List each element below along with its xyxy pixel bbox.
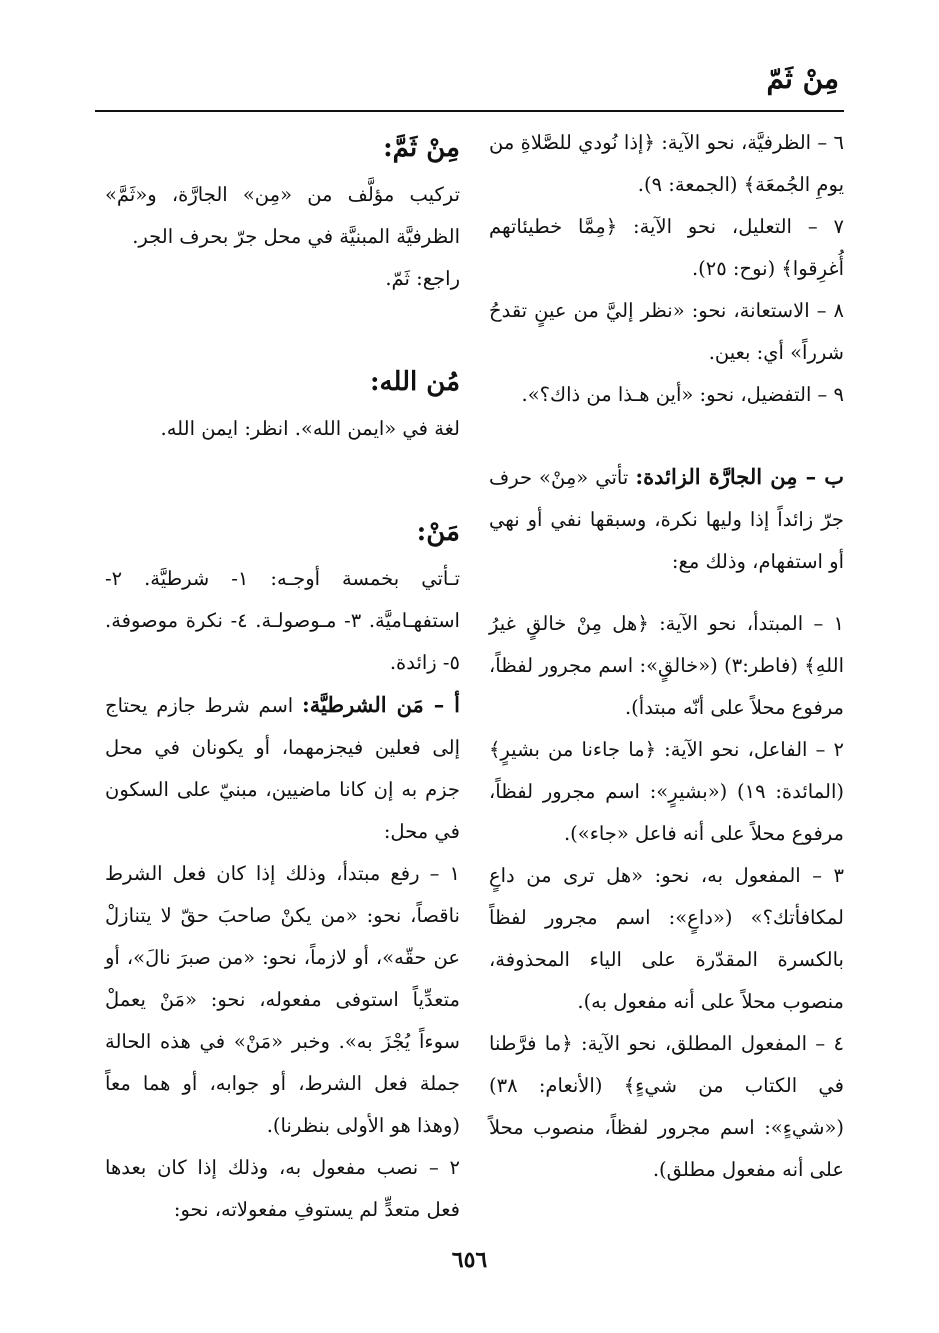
entry-title-man: مَنْ: xyxy=(416,517,460,547)
entry-body-mun-allah: لغة في «ايمن الله». انظر: ايمن الله. xyxy=(160,417,460,440)
entry-title-mun-allah: مُن الله: xyxy=(369,367,460,397)
section-b-intro: تأتي «مِنْ» حرف جرّ زائداً إذا وليها نكرة، وسبقها نفي أو نهي أو استفهام، وذلك مع: xyxy=(489,466,844,573)
list-item-7: ٧ – التعليل، نحو الآية: ﴿مِمَّا خطيئاتهم أُغرِقوا﴾ (نوح: ٢٥). xyxy=(489,215,844,280)
section-b-title: ب – مِن الجارَّة الزائدة: xyxy=(635,464,845,489)
section-b-item-2: ٢ – الفاعل، نحو الآية: ﴿ما جاءنا من بشيرٍ﴾ (المائدة: ١٩) («بشيرٍ»: اسم مجرور لفظاً، مرفوع محلاً على أنه فاعل «جاء»). xyxy=(489,738,844,845)
header-rule xyxy=(95,110,844,112)
section-a-intro: اسم شرط جازم يحتاج إلى فعلين فيجزمهما، أو يكونان في محل جزم به إن كانا ماضيين، مبنيّ على السكون في محل: xyxy=(105,694,460,843)
entry-title-min-thamma: مِنْ ثَمَّ: xyxy=(383,133,460,163)
section-b-item-4: ٤ – المفعول المطلق، نحو الآية: ﴿ما فرَّطنا في الكتاب من شيءٍ﴾ (الأنعام: ٣٨) («شيءٍ»: اسم مجرور لفظاً، منصوب محلاً على أنه مفعول مطلق). xyxy=(489,1032,844,1181)
section-a-title: أ – مَن الشرطيَّة: xyxy=(302,692,460,717)
left-column xyxy=(105,122,460,1231)
section-a-item-2: ٢ – نصب مفعول به، وذلك إذا كان بعدها فعل متعدٍّ لم يستوفِ مفعولاته، نحو: xyxy=(105,1156,460,1221)
section-a-item-1: ١ – رفع مبتدأ، وذلك إذا كان فعل الشرط ناقصاً، نحو: «من يكنْ صاحبَ حقّ لا يتنازلْ عن حقّه»، أو لازماً، نحو: «من صبرَ نالَ»، أو متعدِّياً استوفى مفعوله، نحو: «مَنْ يعملْ سوءاً يُجْزَ به». وخبر «مَنْ» في هذه الحالة جملة فعل الشرط، أو جوابه، أو هما معاً (وهذا هو الأولى بنظرنا). xyxy=(105,862,460,1137)
section-b-item-3: ٣ – المفعول به، نحو: «هل ترى من داعٍ لمكافأتك؟» («داعٍ»: اسم مجرور لفظاً بالكسرة المقدّرة على الياء المحذوفة، منصوب محلاً على أنه مفعول به). xyxy=(489,864,844,1013)
entry-body-min-thamma: تركيب مؤلَّف من «مِن» الجارَّة، و«ثَمَّ» الظرفيَّة المبنيَّة في محل جرّ بحرف الجر. xyxy=(105,183,460,248)
list-item-8: ٨ – الاستعانة، نحو: «نظر إليَّ من عينٍ تقدحُ شرراً» أي: بعين. xyxy=(489,299,844,364)
right-column xyxy=(489,122,844,1191)
list-item-6: ٦ – الظرفيَّة، نحو الآية: ﴿إذا نُودي للصَّلاةِ من يومِ الجُمعَة﴾ (الجمعة: ٩). xyxy=(489,131,844,196)
page-number: ٦٥٦ xyxy=(451,1247,488,1273)
entry-intro-man: تـأتي بخمسة أوجـه: ١- شرطيَّة. ٢- استفهـاميَّة. ٣- مـوصولـة. ٤- نكرة موصوفة. ٥- زائدة. xyxy=(105,567,460,674)
section-a xyxy=(105,684,460,853)
list-item-9: ٩ – التفضيل، نحو: «أين هـذا من ذاك؟». xyxy=(521,383,844,406)
running-header: مِنْ ثَمّ xyxy=(766,62,839,95)
section-b xyxy=(489,456,844,583)
entry-ref-min-thamma: راجع: ثَمّ. xyxy=(385,267,460,290)
section-b-item-1: ١ – المبتدأ، نحو الآية: ﴿هل مِنْ خالقٍ غيرُ اللهِ﴾ (فاطر:٣) («خالقٍ»: اسم مجرور لفظاً، مرفوع محلاً على أنّه مبتدأ). xyxy=(489,612,844,719)
